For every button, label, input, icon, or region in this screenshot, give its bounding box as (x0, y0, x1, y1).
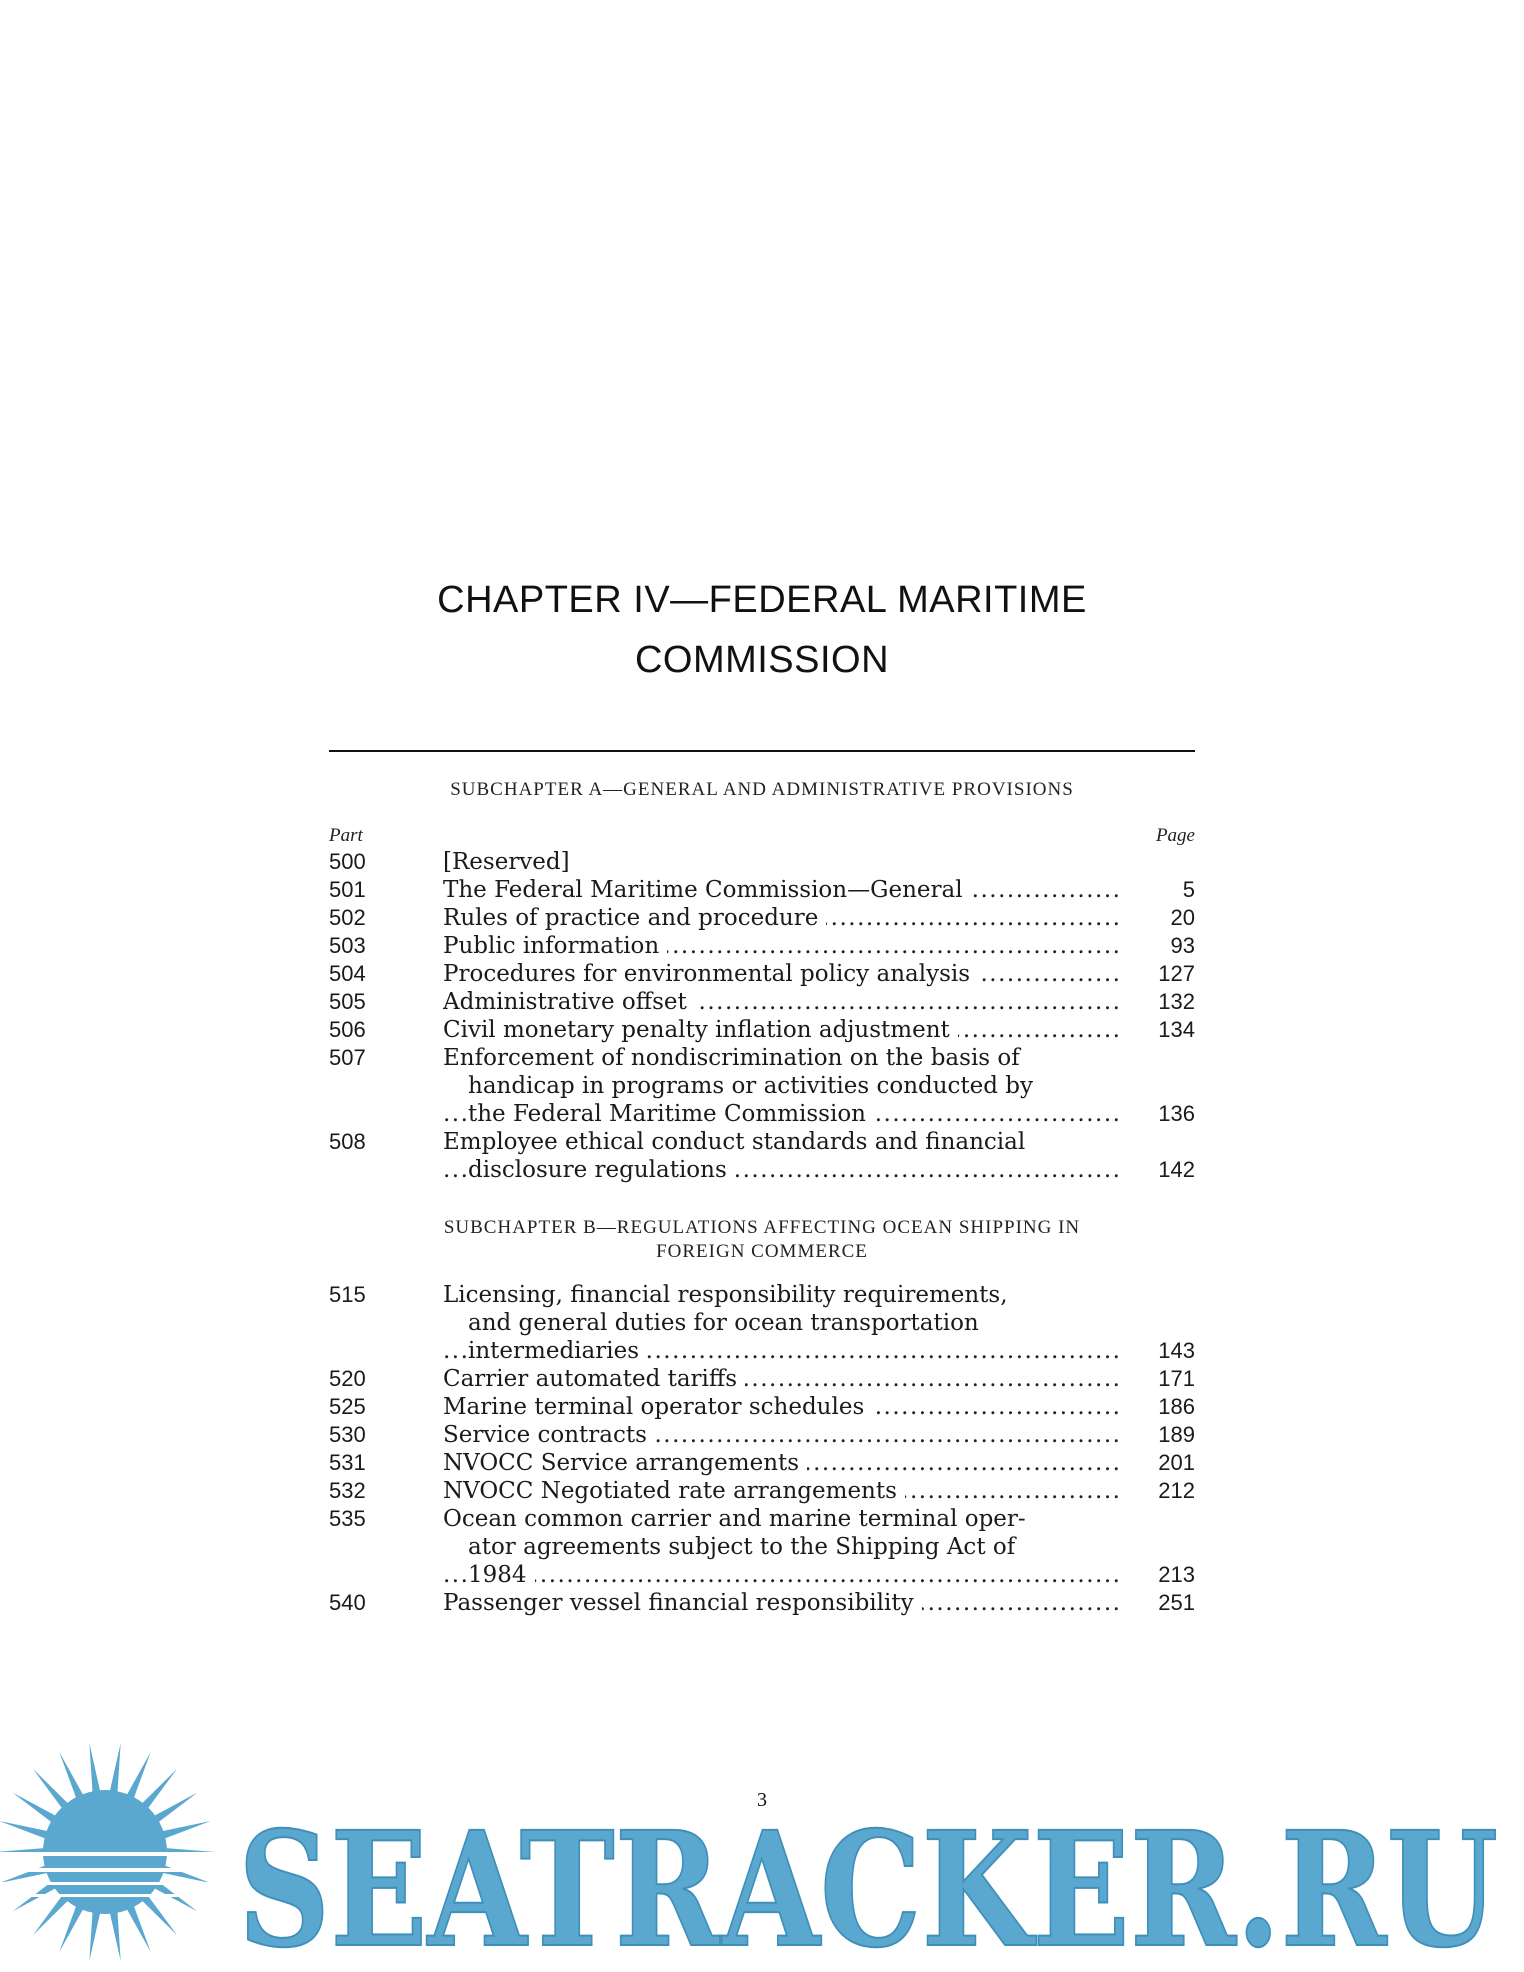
header-rule (329, 750, 1195, 752)
toc-page-number: 212 (1158, 1478, 1195, 1503)
toc-title-line-text: Marine terminal operator schedules (443, 1394, 872, 1420)
toc-part-number: 505 (329, 989, 366, 1014)
toc-page-number: 186 (1158, 1394, 1195, 1419)
toc-part-number: 506 (329, 1017, 366, 1042)
toc-part-number: 532 (329, 1478, 366, 1503)
toc-part-number: 507 (329, 1045, 366, 1070)
toc-title-line: Licensing, financial responsibility requirements, (443, 1282, 1008, 1308)
toc-title-line (443, 988, 1120, 1016)
toc-page-number: 142 (1158, 1157, 1195, 1182)
toc-page-number: 143 (1158, 1338, 1195, 1363)
toc-title-line (443, 1589, 1120, 1617)
toc-title-line-text: Passenger vessel financial responsibility (443, 1590, 922, 1616)
page-number: 3 (757, 1789, 767, 1811)
toc-title (443, 1128, 1120, 1184)
subchapter-a-toc (329, 848, 1195, 1184)
toc-part-number: 503 (329, 933, 366, 958)
toc-entry (329, 904, 1195, 932)
toc-entry (329, 1477, 1195, 1505)
toc-title-line-text: Carrier automated tariffs (443, 1366, 745, 1392)
toc-entry (329, 1365, 1195, 1393)
toc-entry (329, 1421, 1195, 1449)
toc-part-number: 500 (329, 849, 366, 874)
sun-ray (109, 1906, 121, 1961)
toc-title-line-text: 1984 (468, 1562, 535, 1588)
toc-title-line (443, 1365, 1120, 1393)
toc-part-number: 520 (329, 1366, 366, 1391)
toc-entry (329, 988, 1195, 1016)
subchapter-b-heading (329, 1216, 1195, 1264)
toc-entry (329, 1281, 1195, 1365)
toc-title (443, 988, 1120, 1016)
toc-part-number: 501 (329, 877, 366, 902)
toc-title (443, 1281, 1120, 1365)
toc-entry (329, 1393, 1195, 1421)
toc-entry (329, 876, 1195, 904)
toc-title-line-text: The Federal Maritime Commission—General (443, 877, 971, 903)
toc-title-line (443, 1449, 1120, 1477)
toc-page-number: 134 (1158, 1017, 1195, 1042)
toc-page-number: 20 (1170, 905, 1195, 930)
toc-title-line-text: Procedures for environmental policy analysis (443, 961, 978, 987)
toc-entry (329, 848, 1195, 876)
toc-title-line (443, 1100, 1120, 1128)
toc-page-number: 171 (1158, 1366, 1195, 1391)
toc-title-line (443, 876, 1120, 904)
sun-ray (89, 1743, 101, 1798)
toc-title-line (443, 1561, 1120, 1589)
toc-page-number: 132 (1158, 989, 1195, 1014)
toc-page-number: 201 (1158, 1450, 1195, 1475)
toc-title-line (443, 960, 1120, 988)
toc-title-line-text: NVOCC Negotiated rate arrangements (443, 1478, 905, 1504)
toc-title-line-text: Service contracts (443, 1422, 655, 1448)
toc-title-line (443, 1016, 1120, 1044)
toc-part-number: 515 (329, 1282, 366, 1307)
toc-part-number: 540 (329, 1590, 366, 1615)
toc-title-line-text: intermediaries (468, 1338, 647, 1364)
toc-title-line-text: Civil monetary penalty inflation adjustment (443, 1017, 958, 1043)
toc-title (443, 1393, 1120, 1421)
page-column-header: Page (1155, 825, 1195, 846)
subchapter-a-heading: SUBCHAPTER A—GENERAL AND ADMINISTRATIVE PROVISIONS (450, 779, 1074, 800)
toc-title (443, 1589, 1120, 1617)
toc-part-number: 502 (329, 905, 366, 930)
toc-title-line (443, 1337, 1120, 1365)
toc-title-line-text: Rules of practice and procedure (443, 905, 826, 931)
toc-title (443, 1044, 1120, 1128)
chapter-title-line1: CHAPTER IV—FEDERAL MARITIME (437, 579, 1087, 621)
toc-entry (329, 1589, 1195, 1617)
toc-title (443, 1505, 1120, 1589)
chapter-title (0, 570, 1524, 690)
toc-entry (329, 960, 1195, 988)
toc-title (443, 1449, 1120, 1477)
toc-title (443, 1365, 1120, 1393)
toc-title-line: handicap in programs or activities conducted by (468, 1073, 1034, 1099)
toc-title-line (443, 1477, 1120, 1505)
toc-title (443, 876, 1120, 904)
toc-entry (329, 932, 1195, 960)
toc-title-line: and general duties for ocean transportation (468, 1310, 979, 1336)
toc-title-line (443, 1393, 1120, 1421)
toc-page-number: 213 (1158, 1562, 1195, 1587)
toc-title-line: [Reserved] (443, 849, 570, 875)
toc-entry (329, 1128, 1195, 1184)
watermark-text: SEATRACKER.RU (238, 1798, 1498, 1972)
sun-ray (89, 1906, 101, 1961)
toc-part-number: 525 (329, 1394, 366, 1419)
sun-ray (109, 1743, 121, 1798)
toc-page-number: 251 (1158, 1590, 1195, 1615)
toc-title (443, 848, 1120, 876)
toc-page-number: 5 (1182, 877, 1195, 902)
toc-title-line: Ocean common carrier and marine terminal oper- (443, 1506, 1026, 1532)
watermark (0, 1740, 1524, 1972)
toc-entry (329, 1044, 1195, 1128)
toc-part-number: 504 (329, 961, 366, 986)
toc-part-number: 508 (329, 1129, 366, 1154)
toc-title-line-text: disclosure regulations (468, 1157, 735, 1183)
toc-title-line (443, 904, 1120, 932)
toc-title-line-text: the Federal Maritime Commission (468, 1101, 874, 1127)
toc-part-number: 535 (329, 1506, 366, 1531)
toc-title-line-text: NVOCC Service arrangements (443, 1450, 807, 1476)
toc-title-line (443, 932, 1120, 960)
toc-page-number: 189 (1158, 1422, 1195, 1447)
chapter-title-line2: COMMISSION (634, 639, 890, 681)
toc-page-number: 136 (1158, 1101, 1195, 1126)
toc-entry (329, 1505, 1195, 1589)
toc-title-line (443, 1421, 1120, 1449)
sun-icon (0, 1743, 230, 1961)
toc-title-line-text: Public information (443, 933, 667, 959)
toc-entry (329, 1449, 1195, 1477)
toc-title (443, 1477, 1120, 1505)
toc-title-line-text: Administrative offset (443, 989, 695, 1015)
toc-title (443, 904, 1120, 932)
toc-part-number: 531 (329, 1450, 366, 1475)
toc-page-number: 127 (1158, 961, 1195, 986)
toc-page-number: 93 (1170, 933, 1195, 958)
toc-title-line: ator agreements subject to the Shipping Act of (468, 1534, 1016, 1560)
toc-title (443, 1421, 1120, 1449)
toc-title (443, 932, 1120, 960)
part-column-header: Part (329, 825, 363, 846)
subchapter-b-heading-line2: FOREIGN COMMERCE (656, 1241, 868, 1262)
subchapter-b-toc (329, 1281, 1195, 1617)
toc-title (443, 960, 1120, 988)
toc-title-line: Employee ethical conduct standards and financial (443, 1129, 1026, 1155)
subchapter-b-heading-line1: SUBCHAPTER B—REGULATIONS AFFECTING OCEAN SHIPPING IN (443, 1217, 1081, 1238)
toc-title (443, 1016, 1120, 1044)
toc-title-line (443, 1156, 1120, 1184)
toc-title-line: Enforcement of nondiscrimination on the basis of (443, 1045, 1020, 1071)
toc-entry (329, 1016, 1195, 1044)
toc-part-number: 530 (329, 1422, 366, 1447)
